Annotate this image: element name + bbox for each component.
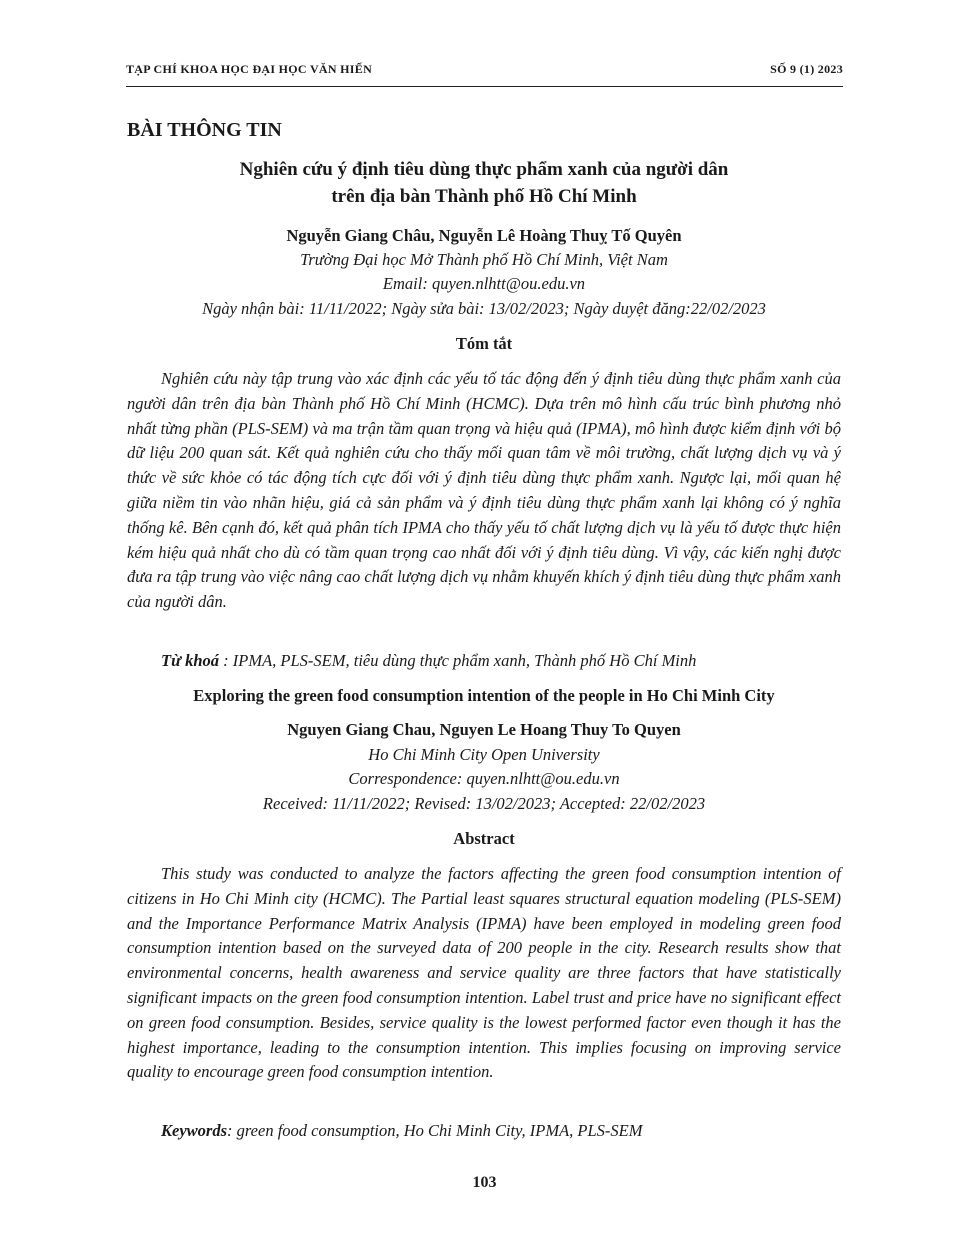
section-label: BÀI THÔNG TIN	[127, 119, 282, 141]
vi-keywords-label: Từ khoá	[161, 651, 220, 670]
en-keywords	[161, 1121, 643, 1141]
vi-email: Email: quyen.nlhtt@ou.edu.vn	[382, 274, 586, 293]
page-number: 103	[472, 1174, 497, 1191]
en-dates: Received: 11/11/2022; Revised: 13/02/2023; Accepted: 22/02/2023	[262, 794, 706, 813]
en-affiliation: Ho Chi Minh City Open University	[368, 745, 600, 764]
vi-abstract-heading: Tóm tắt	[455, 334, 513, 353]
en-authors: Nguyen Giang Chau, Nguyen Le Hoang Thuy To Quyen	[287, 720, 681, 739]
en-abstract-body: This study was conducted to analyze the factors affecting the green food consumption intention of citizens in Ho Chi Minh city (HCMC). The Partial least squares structural equation modeling (PLS-SEM) and the Importance Performance Matrix Analysis (IPMA) have been employed in modeling green food consumption intention based on the surveyed data of 200 people in the city. Research results show that environmental concerns, health awareness and service quality are three factors that have statistically significant impacts on the green food consumption intention. Label trust and price have no significant effect on green food consumption. Besides, service quality is the lowest performed factor even though it has the highest importance, leading to the consumption intention. This implies focusing on improving service quality to encourage green food consumption intention.	[127, 864, 841, 1082]
vi-abstract-body: Nghiên cứu này tập trung vào xác định các yếu tố tác động đến ý định tiêu dùng thực phẩm xanh của người dân trên địa bàn Thành phố Hồ Chí Minh (HCMC). Dựa trên mô hình cấu trúc bình phương nhỏ nhất từng phần (PLS-SEM) và ma trận tầm quan trọng và hiệu quả (IPMA), mô hình được kiểm định với bộ dữ liệu 200 quan sát. Kết quả nghiên cứu cho thấy mối quan tâm về môi trường, chất lượng dịch vụ và ý thức về sức khỏe có tác động tích cực đối với ý định tiêu dùng thực phẩm xanh. Ngược lại, mối quan hệ giữa niềm tin vào nhãn hiệu, giá cả sản phẩm và ý định tiêu dùng thực phẩm xanh lại không có ý nghĩa thống kê. Bên cạnh đó, kết quả phân tích IPMA cho thấy yếu tố chất lượng dịch vụ là yếu tố được thực hiện kém hiệu quả nhất cho dù có tầm quan trọng cao nhất đối với ý định tiêu dùng. Vì vậy, các kiến nghị được đưa ra tập trung vào việc nâng cao chất lượng dịch vụ nhằm khuyến khích ý định tiêu dùng thực phẩm xanh của người dân.	[127, 369, 841, 612]
en-abstract-heading: Abstract	[453, 829, 515, 848]
vi-title-line1: Nghiên cứu ý định tiêu dùng thực phẩm xanh của người dân	[239, 159, 729, 180]
vi-title	[127, 156, 841, 210]
vi-dates: Ngày nhận bài: 11/11/2022; Ngày sửa bài: 13/02/2023; Ngày duyệt đăng:22/02/2023	[202, 299, 766, 318]
vi-keywords	[161, 651, 696, 671]
en-keywords-label: Keywords	[161, 1121, 227, 1140]
running-header	[126, 62, 843, 87]
en-keywords-text: : green food consumption, Ho Chi Minh City, IPMA, PLS-SEM	[227, 1121, 643, 1140]
vi-affiliation: Trường Đại học Mở Thành phố Hồ Chí Minh, Việt Nam	[300, 250, 668, 269]
en-email: Correspondence: quyen.nlhtt@ou.edu.vn	[348, 769, 620, 788]
vi-authors: Nguyễn Giang Châu, Nguyễn Lê Hoàng Thuỵ Tố Quyên	[286, 226, 682, 245]
en-title: Exploring the green food consumption intention of the people in Ho Chi Minh City	[193, 686, 775, 705]
vi-title-line2: trên địa bàn Thành phố Hồ Chí Minh	[331, 186, 637, 207]
journal-name: TẠP CHÍ KHOA HỌC ĐẠI HỌC VĂN HIẾN	[126, 62, 373, 76]
vi-keywords-text: : IPMA, PLS-SEM, tiêu dùng thực phẩm xanh, Thành phố Hồ Chí Minh	[219, 651, 697, 670]
issue-number: SỐ 9 (1) 2023	[770, 62, 843, 76]
